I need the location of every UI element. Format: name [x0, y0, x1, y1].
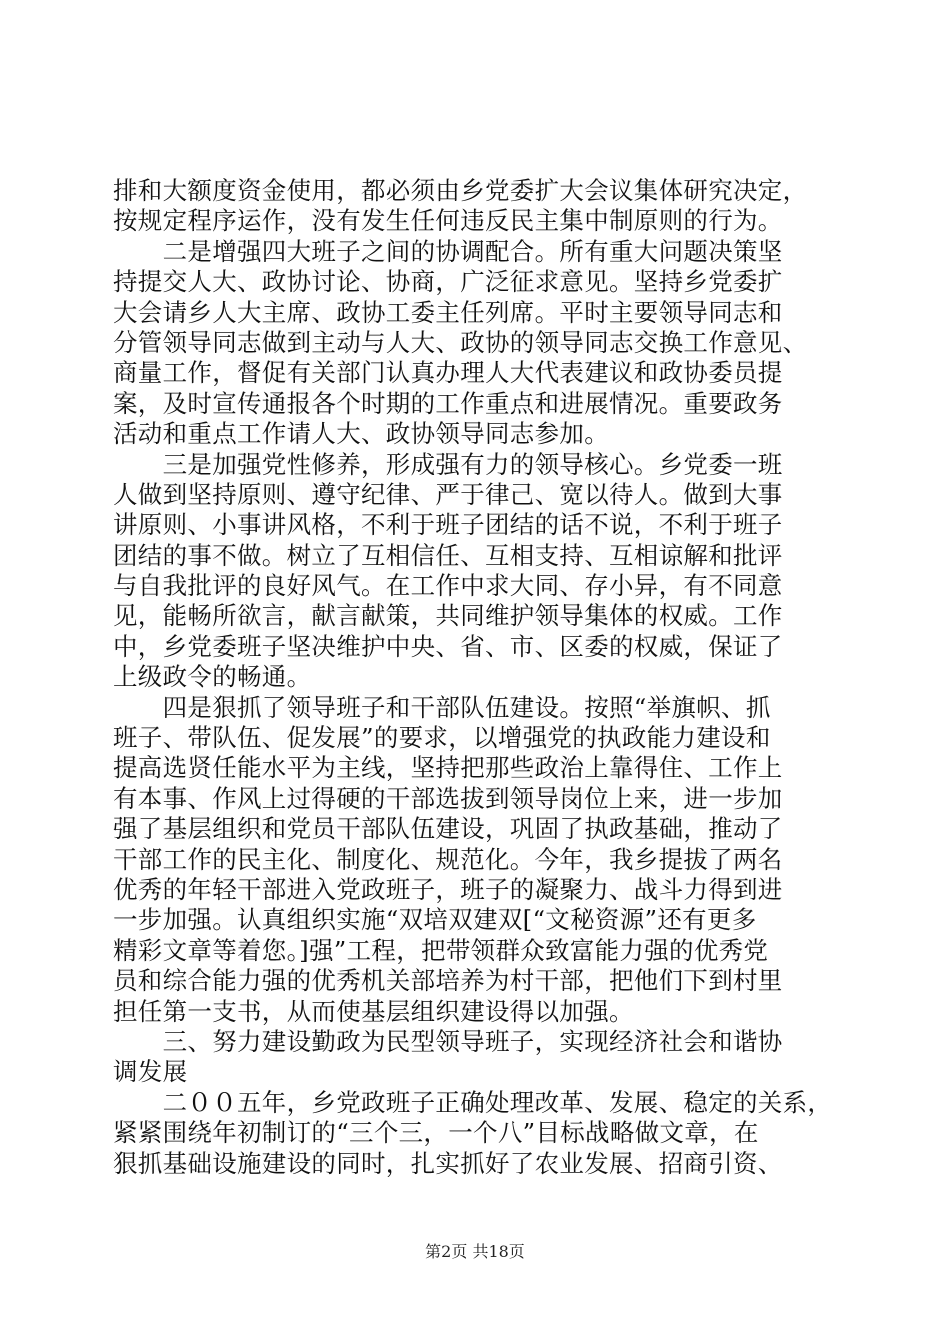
text-line: 强了基层组织和党员干部队伍建设，巩固了执政基础，推动了 — [113, 814, 783, 844]
text-line: 中，乡党委班子坚决维护中央、省、市、区委的权威，保证了 — [113, 631, 783, 661]
text-line: 精彩文章等着您。]强”工程，把带领群众致富能力强的优秀党 — [113, 935, 769, 965]
text-line: 狠抓基础设施建设的同时，扎实抓好了农业发展、招商引资、 — [113, 1148, 783, 1178]
text-line: 排和大额度资金使用，都必须由乡党委扩大会议集体研究决定， — [113, 176, 808, 205]
text-line: 调发展 — [113, 1057, 188, 1087]
text-line: 班子、带队伍、促发展”的要求，以增强党的执政能力建设和 — [113, 723, 771, 753]
document-body — [113, 176, 835, 1179]
page-footer: 第2页 共18页 — [425, 1242, 525, 1261]
text-line: 活动和重点工作请人大、政协领导同志参加。 — [113, 419, 609, 449]
text-line: 一步加强。认真组织实施“双培双建双[“文秘资源”还有更多 — [113, 905, 757, 935]
text-line: 持提交人大、政协讨论、协商，广泛征求意见。坚持乡党委扩 — [113, 267, 783, 297]
text-line: 见，能畅所欲言，献言献策，共同维护领导集体的权威。工作 — [113, 601, 783, 631]
text-line: 担任第一支书，从而使基层组织建设得以加强。 — [113, 996, 634, 1026]
text-line: 三是加强党性修养，形成强有力的领导核心。乡党委一班 — [113, 449, 783, 479]
text-line: 分管领导同志做到主动与人大、政协的领导同志交换工作意见、 — [113, 327, 808, 357]
text-line: 二００五年，乡党政班子正确处理改革、发展、稳定的关系， — [113, 1087, 833, 1117]
text-line: 员和综合能力强的优秀机关部培养为村干部，把他们下到村里 — [113, 966, 783, 996]
text-line: 案，及时宣传通报各个时期的工作重点和进展情况。重要政务 — [113, 388, 783, 418]
text-line: 三、努力建设勤政为民型领导班子，实现经济社会和谐协 — [113, 1026, 783, 1056]
text-line: 按规定程序运作，没有发生任何违反民主集中制原则的行为。 — [113, 206, 783, 236]
text-line: 有本事、作风上过得硬的干部选拔到领导岗位上来，进一步加 — [113, 783, 783, 813]
text-line: 团结的事不做。树立了互相信任、互相支持、互相谅解和批评 — [113, 540, 783, 570]
text-line: 人做到坚持原则、遵守纪律、严于律己、宽以待人。做到大事 — [113, 479, 783, 509]
text-line: 二是增强四大班子之间的协调配合。所有重大问题决策坚 — [113, 236, 783, 266]
text-line: 紧紧围绕年初制订的“三个三，一个八”目标战略做文章，在 — [113, 1118, 759, 1148]
text-line: 四是狠抓了领导班子和干部队伍建设。按照“举旗帜、抓 — [113, 692, 771, 722]
text-line: 优秀的年轻干部进入党政班子，班子的凝聚力、战斗力得到进 — [113, 874, 783, 904]
text-line: 与自我批评的良好风气。在工作中求大同、存小异，有不同意 — [113, 571, 783, 601]
text-line: 商量工作，督促有关部门认真办理人大代表建议和政协委员提 — [113, 358, 783, 388]
text-line: 干部工作的民主化、制度化、规范化。今年，我乡提拔了两名 — [113, 844, 783, 874]
text-line: 提高选贤任能水平为主线，坚持把那些政治上靠得住、工作上 — [113, 753, 783, 783]
text-line: 上级政令的畅通。 — [113, 662, 312, 692]
text-line: 讲原则、小事讲风格，不利于班子团结的话不说，不利于班子 — [113, 510, 783, 540]
text-line: 大会请乡人大主席、政协工委主任列席。平时主要领导同志和 — [113, 297, 783, 327]
